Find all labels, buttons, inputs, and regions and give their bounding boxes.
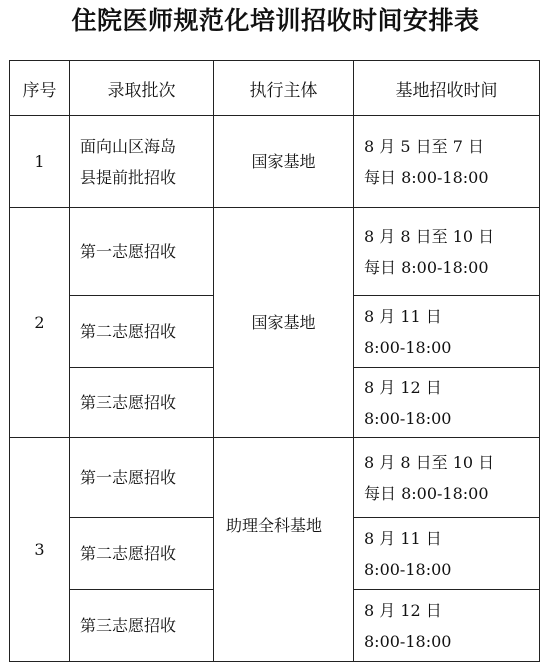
time-line: 8 月 8 日至 10 日 [364, 452, 495, 472]
time-cell [354, 116, 540, 208]
batch-cell [70, 438, 214, 518]
header-body: 执行主体 [214, 61, 354, 116]
header-batch: 录取批次 [70, 61, 214, 116]
header-time: 基地招收时间 [354, 61, 540, 116]
time-cell [354, 590, 540, 662]
time-line: 8 月 8 日至 10 日 [364, 226, 495, 246]
schedule-table [9, 60, 540, 662]
time-line: 8:00-18:00 [364, 337, 452, 357]
batch-name-line: 第二志愿招收 [80, 544, 177, 563]
page-title: 住院医师规范化培训招收时间安排表 [71, 6, 480, 35]
table-row [10, 116, 540, 208]
batch-cell [70, 368, 214, 438]
time-line: 8:00-18:00 [364, 631, 452, 651]
executor-cell: 国家基地 [214, 116, 354, 208]
batch-cell [70, 116, 214, 208]
batch-name-line: 第一志愿招收 [80, 242, 177, 261]
time-cell [354, 296, 540, 368]
time-line: 8:00-18:00 [364, 408, 452, 428]
executor-label: 助理全科基地 [226, 515, 323, 535]
executor-cell [214, 438, 354, 662]
table-row [10, 438, 540, 518]
executor-cell: 国家基地 [214, 208, 354, 438]
batch-name-line: 第一志愿招收 [80, 468, 177, 487]
time-line: 8:00-18:00 [364, 559, 452, 579]
time-line: 每日 8:00-18:00 [364, 483, 489, 503]
batch-cell [70, 590, 214, 662]
time-line: 8 月 11 日 [364, 306, 442, 326]
time-line: 8 月 12 日 [364, 600, 442, 620]
row-number: 2 [10, 208, 70, 438]
time-cell [354, 208, 540, 296]
time-cell [354, 438, 540, 518]
header-row [10, 61, 540, 116]
batch-name-line: 面向山区海岛 [80, 136, 177, 156]
time-cell [354, 368, 540, 438]
time-line: 8 月 5 日至 7 日 [364, 136, 484, 156]
time-cell [354, 518, 540, 590]
batch-name-line: 县提前批招收 [80, 167, 177, 187]
batch-cell [70, 208, 214, 296]
batch-name-line: 第三志愿招收 [80, 616, 177, 635]
batch-cell [70, 518, 214, 590]
time-line: 每日 8:00-18:00 [364, 167, 489, 187]
batch-cell [70, 296, 214, 368]
time-line: 8 月 11 日 [364, 528, 442, 548]
time-line: 8 月 12 日 [364, 377, 442, 397]
batch-name-line: 第二志愿招收 [80, 322, 177, 341]
header-no: 序号 [10, 61, 70, 116]
time-line: 每日 8:00-18:00 [364, 257, 489, 277]
batch-name-line: 第三志愿招收 [80, 393, 177, 412]
row-number: 1 [10, 116, 70, 208]
table-row [10, 208, 540, 296]
row-number: 3 [10, 438, 70, 662]
